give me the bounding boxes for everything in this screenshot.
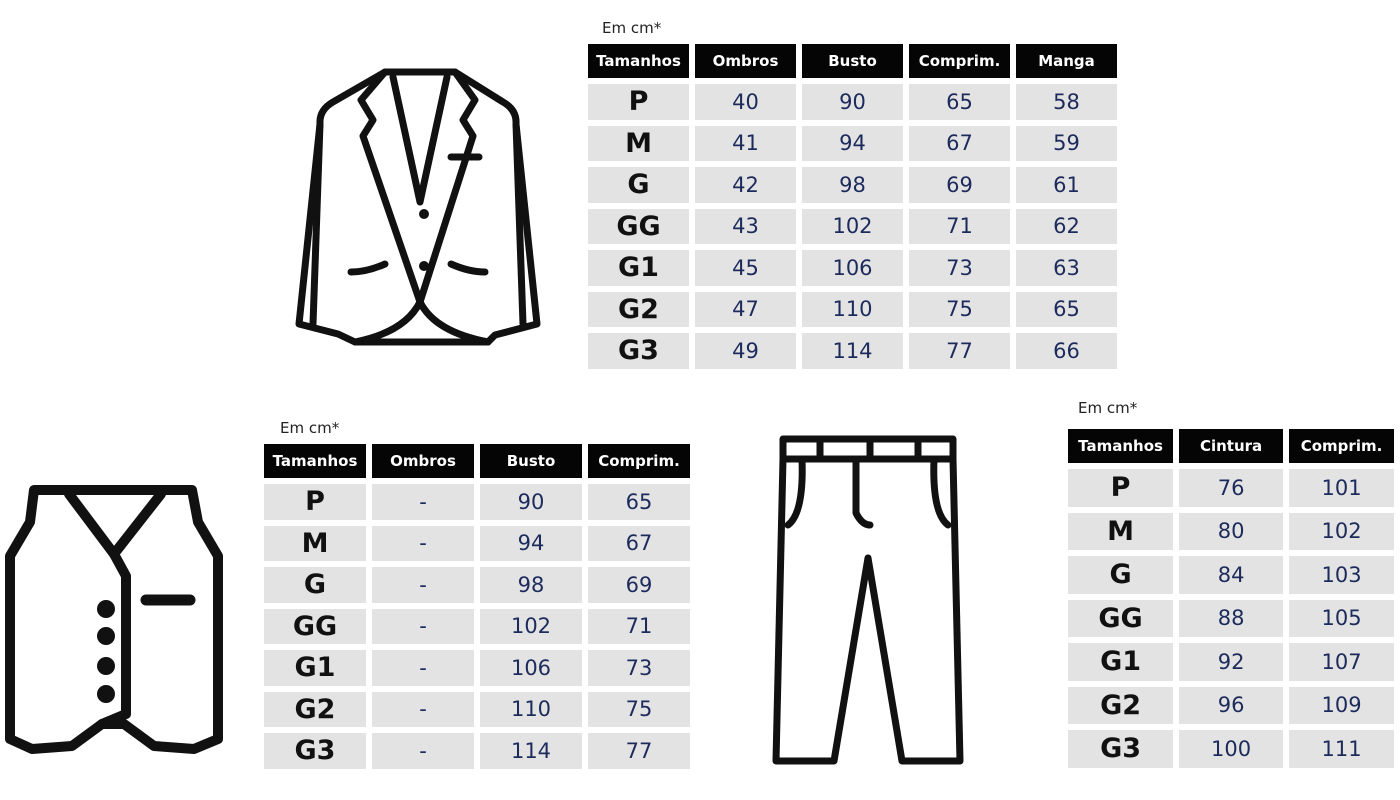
column-header-length: Comprim. xyxy=(1289,429,1394,463)
vest-size-table xyxy=(258,438,696,775)
value-cell: 71 xyxy=(588,609,690,645)
column-header-length: Comprim. xyxy=(909,44,1010,78)
table-row xyxy=(588,167,1117,203)
table-row xyxy=(264,484,690,520)
table-row xyxy=(1068,513,1394,551)
value-cell: 98 xyxy=(802,167,903,203)
value-cell: 102 xyxy=(480,609,582,645)
column-header-bust: Busto xyxy=(802,44,903,78)
column-header-waist: Cintura xyxy=(1179,429,1283,463)
size-cell: GG xyxy=(1068,600,1173,638)
value-cell: 84 xyxy=(1179,556,1283,594)
value-cell: 94 xyxy=(802,126,903,162)
column-header-sizes: Tamanhos xyxy=(264,444,366,478)
value-cell: 45 xyxy=(695,250,796,286)
value-cell: 102 xyxy=(802,209,903,245)
table-row xyxy=(1068,643,1394,681)
column-header-shoulders: Ombros xyxy=(695,44,796,78)
value-cell: 105 xyxy=(1289,600,1394,638)
table-row xyxy=(1068,600,1394,638)
value-cell: 73 xyxy=(909,250,1010,286)
value-cell: 90 xyxy=(802,84,903,120)
value-cell: 94 xyxy=(480,526,582,562)
size-cell: P xyxy=(588,84,689,120)
column-header-sizes: Tamanhos xyxy=(588,44,689,78)
value-cell: 73 xyxy=(588,650,690,686)
column-header-length: Comprim. xyxy=(588,444,690,478)
column-header-sleeve: Manga xyxy=(1016,44,1117,78)
value-cell: - xyxy=(372,567,474,603)
value-cell: 111 xyxy=(1289,730,1394,768)
table-row xyxy=(588,292,1117,328)
value-cell: 43 xyxy=(695,209,796,245)
size-cell: G xyxy=(588,167,689,203)
column-header-bust: Busto xyxy=(480,444,582,478)
value-cell: 67 xyxy=(588,526,690,562)
jacket-size-table xyxy=(582,38,1123,375)
size-cell: GG xyxy=(588,209,689,245)
value-cell: 75 xyxy=(909,292,1010,328)
value-cell: 47 xyxy=(695,292,796,328)
value-cell: 71 xyxy=(909,209,1010,245)
value-cell: 110 xyxy=(802,292,903,328)
table-row xyxy=(588,209,1117,245)
value-cell: - xyxy=(372,692,474,728)
size-cell: G1 xyxy=(264,650,366,686)
value-cell: 66 xyxy=(1016,333,1117,369)
value-cell: - xyxy=(372,484,474,520)
size-cell: G3 xyxy=(588,333,689,369)
value-cell: 90 xyxy=(480,484,582,520)
value-cell: 88 xyxy=(1179,600,1283,638)
value-cell: 42 xyxy=(695,167,796,203)
value-cell: - xyxy=(372,650,474,686)
value-cell: 114 xyxy=(480,733,582,769)
vest-icon xyxy=(4,484,226,756)
size-cell: G xyxy=(1068,556,1173,594)
jacket-unit-note: Em cm* xyxy=(602,19,662,37)
value-cell: 80 xyxy=(1179,513,1283,551)
size-cell: G3 xyxy=(1068,730,1173,768)
pants-icon xyxy=(770,433,966,771)
table-row xyxy=(1068,556,1394,594)
size-cell: GG xyxy=(264,609,366,645)
value-cell: 58 xyxy=(1016,84,1117,120)
value-cell: 107 xyxy=(1289,643,1394,681)
value-cell: 92 xyxy=(1179,643,1283,681)
value-cell: 101 xyxy=(1289,469,1394,507)
value-cell: 49 xyxy=(695,333,796,369)
value-cell: 61 xyxy=(1016,167,1117,203)
table-row xyxy=(588,126,1117,162)
size-cell: P xyxy=(264,484,366,520)
value-cell: 65 xyxy=(909,84,1010,120)
size-cell: G3 xyxy=(264,733,366,769)
size-cell: M xyxy=(1068,513,1173,551)
value-cell: 76 xyxy=(1179,469,1283,507)
table-row xyxy=(264,526,690,562)
size-cell: M xyxy=(264,526,366,562)
value-cell: 69 xyxy=(909,167,1010,203)
pants-unit-note: Em cm* xyxy=(1078,399,1138,417)
value-cell: 100 xyxy=(1179,730,1283,768)
size-cell: G2 xyxy=(264,692,366,728)
table-row xyxy=(264,609,690,645)
value-cell: 98 xyxy=(480,567,582,603)
table-row xyxy=(264,692,690,728)
size-cell: G xyxy=(264,567,366,603)
value-cell: 41 xyxy=(695,126,796,162)
value-cell: 77 xyxy=(588,733,690,769)
value-cell: 109 xyxy=(1289,687,1394,725)
table-header-row xyxy=(1068,429,1394,463)
size-cell: M xyxy=(588,126,689,162)
size-cell: G1 xyxy=(1068,643,1173,681)
value-cell: 62 xyxy=(1016,209,1117,245)
value-cell: 77 xyxy=(909,333,1010,369)
value-cell: 63 xyxy=(1016,250,1117,286)
value-cell: 114 xyxy=(802,333,903,369)
value-cell: 75 xyxy=(588,692,690,728)
table-row xyxy=(588,333,1117,369)
table-row xyxy=(264,567,690,603)
size-cell: G1 xyxy=(588,250,689,286)
column-header-shoulders: Ombros xyxy=(372,444,474,478)
value-cell: 65 xyxy=(588,484,690,520)
table-row xyxy=(264,733,690,769)
value-cell: 102 xyxy=(1289,513,1394,551)
value-cell: 40 xyxy=(695,84,796,120)
table-row xyxy=(1068,730,1394,768)
blazer-icon xyxy=(295,62,545,347)
value-cell: - xyxy=(372,609,474,645)
value-cell: 69 xyxy=(588,567,690,603)
table-row xyxy=(588,250,1117,286)
value-cell: - xyxy=(372,733,474,769)
value-cell: 96 xyxy=(1179,687,1283,725)
value-cell: 65 xyxy=(1016,292,1117,328)
table-row xyxy=(1068,469,1394,507)
pants-size-table xyxy=(1062,423,1400,774)
size-cell: G2 xyxy=(1068,687,1173,725)
table-header-row xyxy=(264,444,690,478)
value-cell: 110 xyxy=(480,692,582,728)
value-cell: 59 xyxy=(1016,126,1117,162)
value-cell: - xyxy=(372,526,474,562)
table-header-row xyxy=(588,44,1117,78)
table-row xyxy=(264,650,690,686)
table-row xyxy=(1068,687,1394,725)
vest-unit-note: Em cm* xyxy=(280,419,340,437)
value-cell: 67 xyxy=(909,126,1010,162)
value-cell: 103 xyxy=(1289,556,1394,594)
value-cell: 106 xyxy=(480,650,582,686)
table-row xyxy=(588,84,1117,120)
size-cell: P xyxy=(1068,469,1173,507)
column-header-sizes: Tamanhos xyxy=(1068,429,1173,463)
value-cell: 106 xyxy=(802,250,903,286)
size-cell: G2 xyxy=(588,292,689,328)
